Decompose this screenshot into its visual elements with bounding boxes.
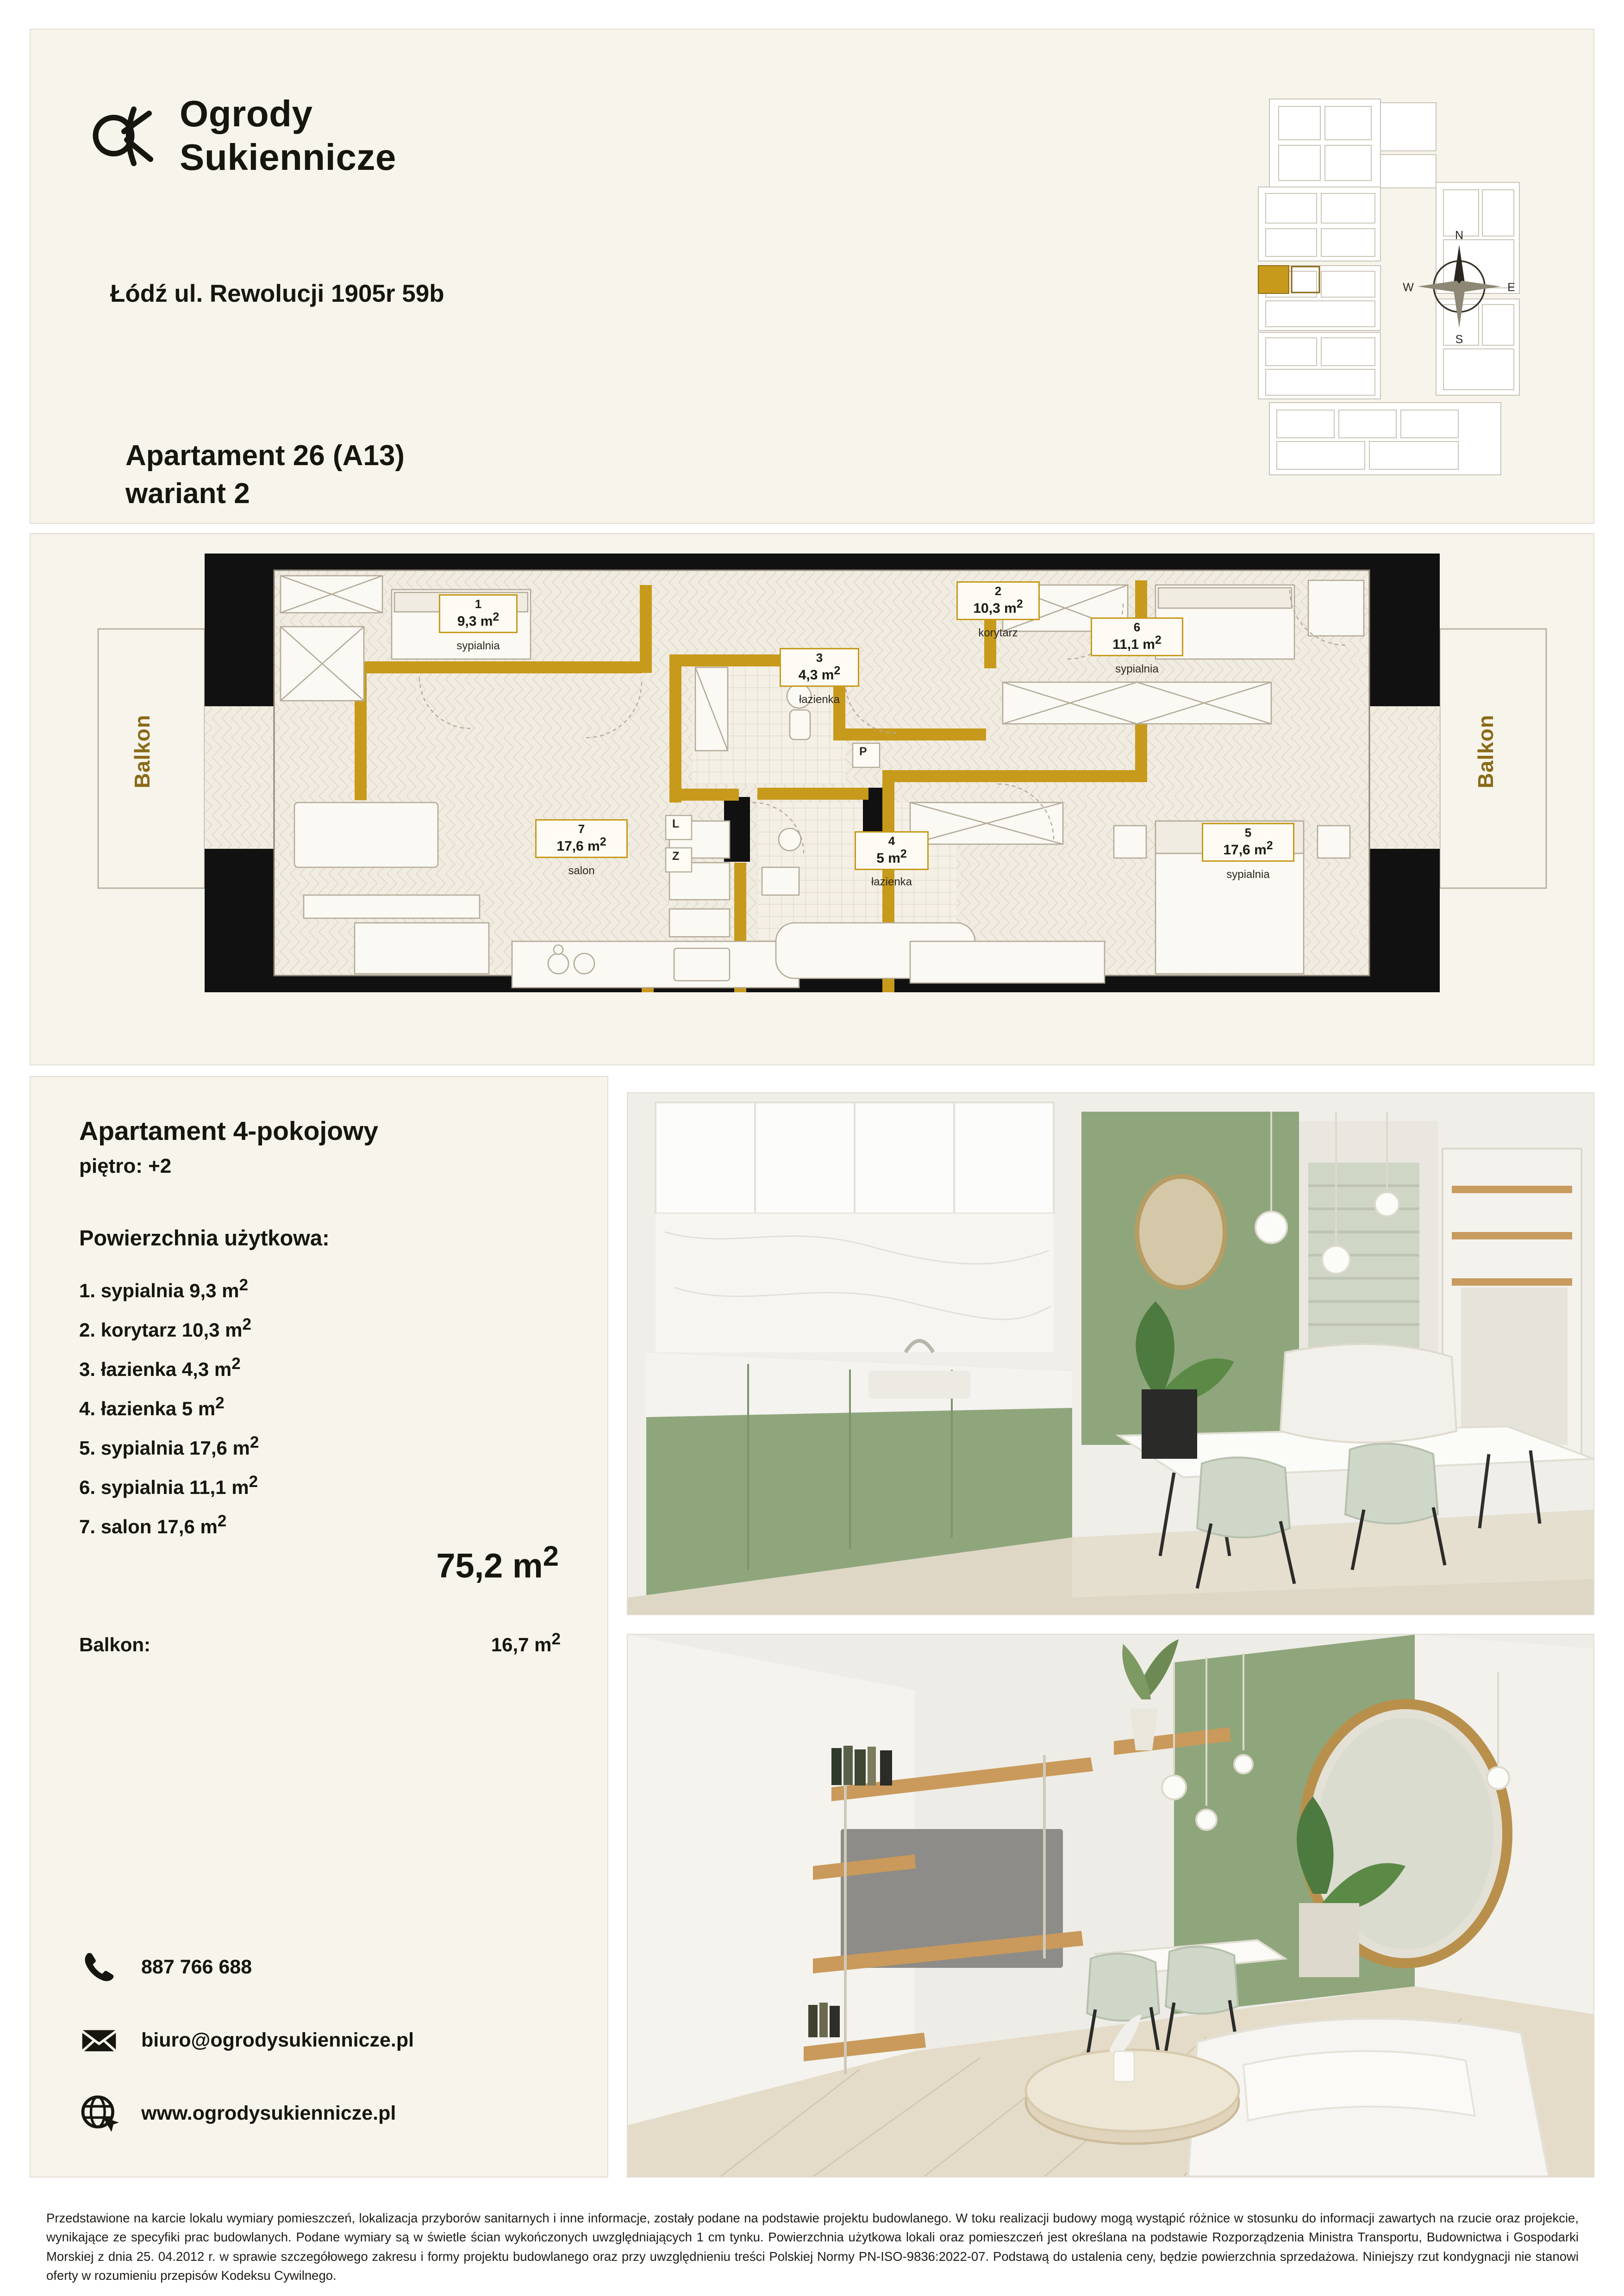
website-url: www.ogrodysukiennicze.pl (141, 2102, 396, 2124)
svg-text:W: W (1403, 281, 1414, 294)
globe-icon (79, 2093, 119, 2133)
apartment-title-block (125, 437, 405, 513)
room-area-list (79, 1276, 259, 1551)
brand-line-1: Ogrody (180, 93, 313, 134)
plan-room-tag-2: 2 10,3 $m^2$ (956, 581, 1040, 620)
ogrody-logo-icon (91, 101, 160, 170)
keyplan-highlight-unit (1258, 266, 1289, 293)
floor-plan-drawing (95, 543, 1549, 1052)
interior-render-kitchen (627, 1092, 1594, 1615)
brand-line-2: Sukiennicze (180, 137, 396, 178)
brand-logo (91, 92, 396, 180)
info-heading: Apartament 4-pokojowy (79, 1116, 379, 1146)
render-kitchen-illustration (628, 1093, 1593, 1614)
phone-icon (79, 1947, 119, 1987)
plan-room-tag-6: 6 11,1 $m^2$ (1091, 617, 1183, 656)
svg-text:S: S (1455, 333, 1463, 344)
fixture-label-l: L (672, 817, 680, 830)
email-address: biuro@ogrodysukiennicze.pl (141, 2028, 414, 2051)
svg-text:E: E (1507, 281, 1515, 294)
brand-name (180, 92, 396, 180)
plan-room-name-6: sypialnia (1115, 663, 1159, 675)
apartment-title: Apartament 26 (A13) (125, 440, 405, 472)
phone-number: 887 766 688 (141, 1955, 252, 1978)
list-item: 4. łazienka 5 $m^2$ (79, 1394, 225, 1419)
balcony-area-label: Balkon: (79, 1634, 151, 1655)
list-item: 6. sypialnia 11,1 $m^2$ (79, 1473, 258, 1498)
contact-email[interactable] (79, 2020, 414, 2060)
list-item: 7. salon 17,6 $m^2$ (79, 1512, 227, 1537)
plan-room-name-1: sypialnia (456, 640, 500, 652)
plan-room-tag-4: 4 5 $m^2$ (855, 831, 929, 870)
plan-room-name-5: sypialnia (1226, 868, 1270, 881)
legal-disclaimer: Przedstawione na karcie lokalu wymiary pomieszczeń, lokalizacja przyborów sanitarnych i inne informacje, zostały podane na podstawie projektu budowlanego. W toku realizacji budowy mogą wystąpić różnice w stosunku do informacji zawartych na rzucie oraz projekcie, wynikające ze specyfiki prac budowlanych. Podane wymiary są w świetle ścian wykończonych uwzględniających 1 cm tynku. Powierzchnia użytkowa lokali oraz pomieszczeń jest określana na podstawie Rozporządzenia Ministra Transportu, Budownictwa i Gospodarki Morskiej z dnia 25. 04.2012 r. w sprawie szczegółowego zakresu i formy projektu budowlanego oraz przy uwzględnieniu treści Polskiej Normy PN-ISO-9836:2022-07. Podstawą do ustalenia ceny, będzie powierzchnia sprzedażowa. Niniejszy rzut kondygnacji nie stanowi oferty w rozumieniu przepisów Kodeksu Cywilnego. (46, 2211, 1579, 2283)
header-card (30, 29, 1594, 524)
plan-room-tag-7: 7 17,6 $m^2$ (535, 819, 628, 858)
balcony-label-right: Balkon (1474, 715, 1498, 789)
balcony-area-value: 16,7 $m^2$ (491, 1630, 561, 1655)
plan-room-name-2: korytarz (978, 627, 1018, 639)
contact-block (79, 1947, 414, 2166)
list-item: 3. łazienka 4,3 $m^2$ (79, 1355, 241, 1380)
plan-room-name-4: łazienka (871, 876, 912, 888)
total-area: 75,2 $m^2$ (436, 1540, 559, 1585)
list-item: 1. sypialnia 9,3 $m^2$ (79, 1276, 248, 1301)
svg-text:N: N (1455, 229, 1464, 242)
contact-website[interactable] (79, 2093, 414, 2133)
plan-room-name-7: salon (568, 865, 595, 877)
fixture-label-p: P (859, 745, 867, 758)
list-item: 5. sypialnia 17,6 $m^2$ (79, 1433, 259, 1459)
fixture-label-z: Z (672, 850, 680, 863)
list-item: 2. korytarz 10,3 $m^2$ (79, 1315, 251, 1341)
plan-room-tag-1: 1 9,3 $m^2$ (439, 594, 518, 633)
usable-area-heading: Powierzchnia użytkowa: (79, 1226, 330, 1250)
apartment-variant: wariant 2 (125, 477, 250, 510)
plan-room-name-3: łazienka (799, 693, 840, 706)
compass-icon (1401, 229, 1517, 344)
floor-plan-svg (95, 543, 1549, 1048)
info-floor: piętro: +2 (79, 1155, 172, 1177)
interior-render-living-room (627, 1634, 1594, 2178)
contact-phone[interactable] (79, 1947, 414, 1987)
address-line: Łódź ul. Rewolucji 1905r 59b (110, 280, 444, 307)
email-icon (79, 2020, 119, 2060)
apartment-info-panel (30, 1076, 608, 2178)
balcony-area-row (79, 1630, 561, 1656)
render-living-illustration (628, 1635, 1593, 2177)
plan-room-tag-3: 3 4,3 $m^2$ (780, 648, 859, 687)
balcony-label-left: Balkon (130, 715, 154, 789)
floor-plan-card (30, 533, 1594, 1065)
plan-room-tag-5: 5 17,6 $m^2$ (1202, 823, 1294, 862)
